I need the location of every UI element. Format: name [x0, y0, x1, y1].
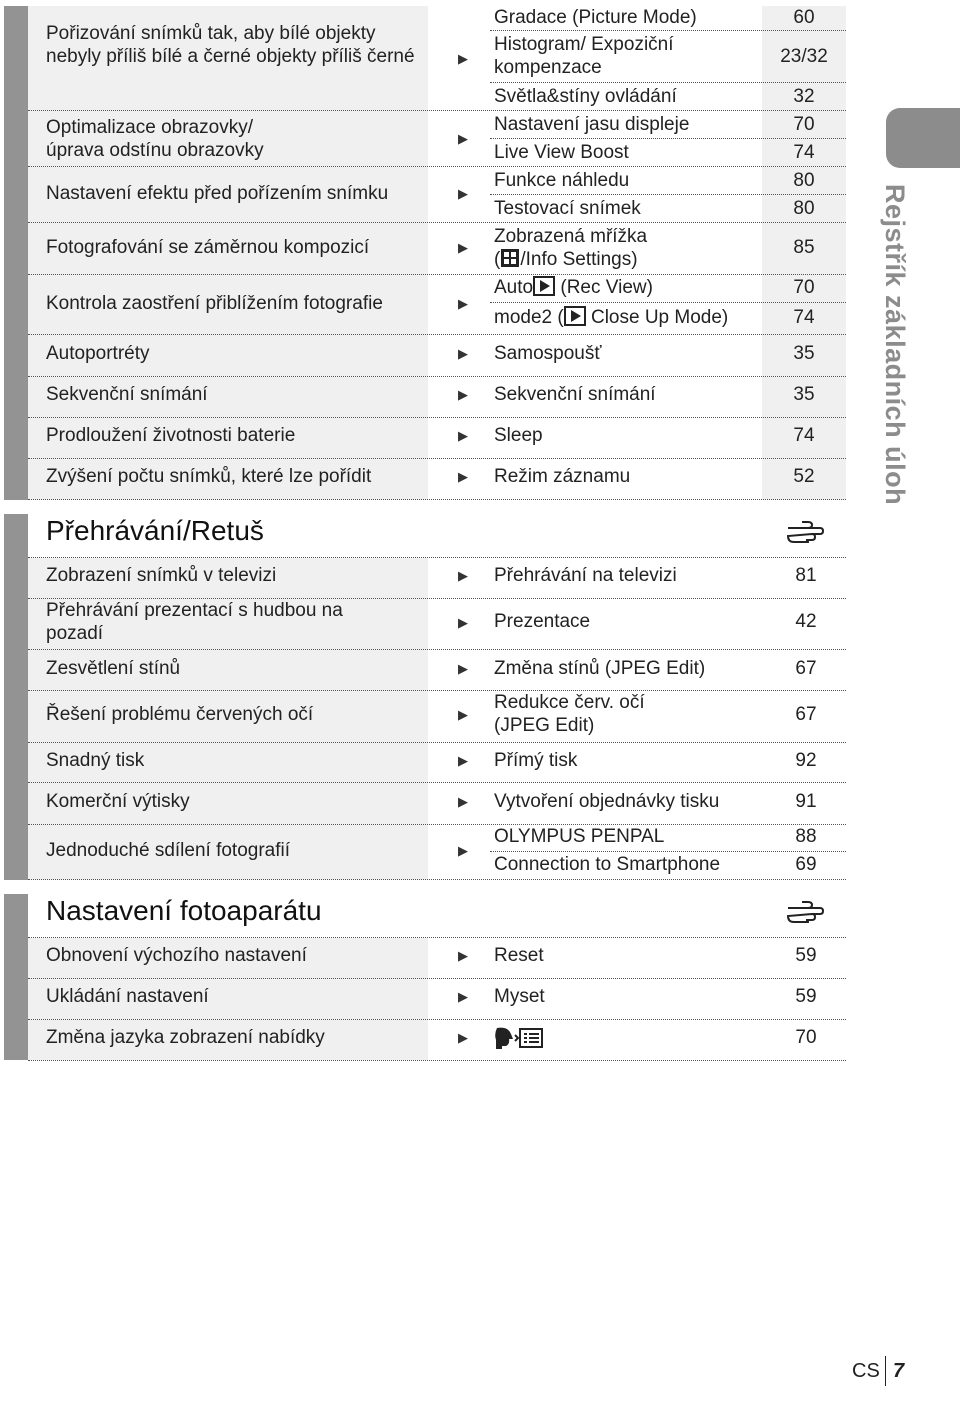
function-label: Přehrávání na televizi: [494, 565, 677, 586]
page-number: 42: [795, 611, 817, 632]
task-label: Fotografování se záměrnou kompozicí: [46, 237, 370, 258]
right-triangle-icon: ▶: [458, 707, 468, 722]
function-label: Testovací snímek: [494, 198, 641, 219]
pointing-hand-icon: [786, 898, 826, 924]
row-divider: [28, 782, 846, 783]
row-divider: [28, 166, 846, 167]
function-label: Funkce náhledu: [494, 170, 630, 191]
row-divider: [28, 499, 846, 500]
page-number: 88: [795, 826, 817, 847]
row-divider: [28, 824, 846, 825]
row-divider: [28, 417, 846, 418]
function-label: Gradace (Picture Mode): [494, 7, 697, 28]
task-label: Kontrola zaostření přiblížením fotografie: [46, 293, 383, 314]
section-marker-playback: [4, 514, 28, 880]
row-divider: [28, 978, 846, 979]
page-number: 74: [793, 307, 815, 328]
function-label: Samospoušť: [494, 343, 602, 364]
divider: [490, 302, 846, 303]
page-number: 74: [793, 425, 815, 446]
page-number: 85: [793, 237, 815, 258]
right-triangle-icon: ▶: [458, 51, 468, 66]
task-label: Pořizování snímků tak, aby bílé objekty nebyly příliš bílé a černé objekty příliš černé: [46, 23, 415, 67]
language-icon: [494, 1026, 546, 1055]
right-triangle-icon: ▶: [458, 989, 468, 1004]
function-label: Auto (Rec View): [494, 276, 653, 302]
row-divider: [28, 1060, 846, 1061]
chapter-tab[interactable]: [886, 108, 960, 168]
divider: [490, 82, 846, 83]
right-triangle-icon: ▶: [458, 615, 468, 630]
row-divider: [28, 222, 846, 223]
right-triangle-icon: ▶: [458, 794, 468, 809]
page-number: 80: [793, 198, 815, 219]
row-divider: [28, 742, 846, 743]
task-label: Sekvenční snímání: [46, 384, 208, 405]
task-label: Ukládání nastavení: [46, 986, 209, 1007]
right-triangle-icon: ▶: [458, 346, 468, 361]
page-number: 80: [793, 170, 815, 191]
function-label: Connection to Smartphone: [494, 854, 721, 875]
function-label: Vytvoření objednávky tisku: [494, 791, 720, 812]
page-number: 32: [793, 86, 815, 107]
page-number: 35: [793, 343, 815, 364]
page-number: 59: [795, 945, 817, 966]
right-triangle-icon: ▶: [458, 843, 468, 858]
right-triangle-icon: ▶: [458, 661, 468, 676]
page-number: 23/32: [780, 46, 828, 67]
page-number: 92: [795, 750, 817, 771]
divider: [490, 851, 846, 852]
task-label: Změna jazyka zobrazení nabídky: [46, 1027, 325, 1048]
page-number: 67: [795, 658, 817, 679]
section-title: Nastavení fotoaparátu: [46, 895, 322, 926]
function-label: OLYMPUS PENPAL: [494, 826, 665, 847]
task-label: Zvýšení počtu snímků, které lze pořídit: [46, 466, 372, 487]
function-label: Redukce červ. očí (JPEG Edit): [494, 692, 645, 736]
function-label: Prezentace: [494, 611, 591, 632]
row-divider: [28, 274, 846, 275]
play-icon: [564, 306, 586, 332]
play-icon: [533, 276, 555, 302]
task-label: Prodloužení životnosti baterie: [46, 425, 296, 446]
task-label: Optimalizace obrazovky/ úprava odstínu obrazovky: [46, 117, 264, 161]
right-triangle-icon: ▶: [458, 753, 468, 768]
grid-display-icon: [500, 248, 520, 274]
function-label: Sekvenční snímání: [494, 384, 656, 405]
page-number: 67: [795, 704, 817, 725]
function-label: Světla&stíny ovládání: [494, 86, 677, 107]
footer-divider: [885, 1356, 886, 1386]
page-number: 35: [793, 384, 815, 405]
function-label: Sleep: [494, 425, 543, 446]
task-label: Autoportréty: [46, 343, 150, 364]
function-label: Myset: [494, 986, 545, 1007]
right-triangle-icon: ▶: [458, 131, 468, 146]
row-divider: [28, 879, 846, 880]
page-number: 69: [795, 854, 817, 875]
function-label: Režim záznamu: [494, 466, 631, 487]
function-label: Nastavení jasu displeje: [494, 114, 690, 135]
row-divider: [28, 458, 846, 459]
function-label: Histogram/ Expoziční kompenzace: [494, 34, 674, 78]
divider: [490, 194, 846, 195]
right-triangle-icon: ▶: [458, 186, 468, 201]
row-divider: [28, 376, 846, 377]
page-number: 70: [793, 114, 815, 135]
right-triangle-icon: ▶: [458, 1030, 468, 1045]
right-triangle-icon: ▶: [458, 296, 468, 311]
section-title: Přehrávání/Retuš: [46, 515, 264, 546]
divider: [490, 30, 846, 31]
row-divider: [28, 649, 846, 650]
row-divider: [28, 334, 846, 335]
page-number: 52: [793, 466, 815, 487]
function-label-line2: ( /Info Settings): [494, 248, 638, 274]
task-label: Komerční výtisky: [46, 791, 190, 812]
divider: [490, 138, 846, 139]
function-label: Reset: [494, 945, 544, 966]
task-label: Obnovení výchozího nastavení: [46, 945, 307, 966]
task-label: Nastavení efektu před pořízením snímku: [46, 183, 389, 204]
function-label: Změna stínů (JPEG Edit): [494, 658, 706, 679]
function-label: mode2 ( Close Up Mode): [494, 306, 728, 332]
function-label: Live View Boost: [494, 142, 629, 163]
task-label: Jednoduché sdílení fotografií: [46, 840, 291, 861]
page-number: 59: [795, 986, 817, 1007]
task-label: Zobrazení snímků v televizi: [46, 565, 277, 586]
page-number: 70: [795, 1027, 817, 1048]
chapter-tab-label: Rejstřík základních úloh: [880, 184, 910, 506]
section-marker-shooting: [4, 6, 28, 500]
page-number: 81: [795, 565, 817, 586]
language-code: CS: [852, 1360, 880, 1382]
right-triangle-icon: ▶: [458, 469, 468, 484]
task-label: Snadný tisk: [46, 750, 145, 771]
page-number-footer: 7: [893, 1360, 905, 1382]
task-label: Řešení problému červených očí: [46, 704, 314, 725]
section-marker-camera: [4, 894, 28, 1060]
right-triangle-icon: ▶: [458, 240, 468, 255]
page-number: 60: [793, 7, 815, 28]
row-divider: [28, 1019, 846, 1020]
row-divider: [28, 110, 846, 111]
function-label: Zobrazená mřížka: [494, 226, 648, 247]
right-triangle-icon: ▶: [458, 948, 468, 963]
right-triangle-icon: ▶: [458, 568, 468, 583]
task-label: Zesvětlení stínů: [46, 658, 181, 679]
page-number: 70: [793, 277, 815, 298]
pointing-hand-icon: [786, 518, 826, 544]
page-number: 91: [795, 791, 817, 812]
row-divider: [28, 690, 846, 691]
right-triangle-icon: ▶: [458, 428, 468, 443]
right-triangle-icon: ▶: [458, 387, 468, 402]
function-label: Přímý tisk: [494, 750, 578, 771]
page-number: 74: [793, 142, 815, 163]
task-label: Přehrávání prezentací s hudbou na pozadí: [46, 600, 343, 644]
